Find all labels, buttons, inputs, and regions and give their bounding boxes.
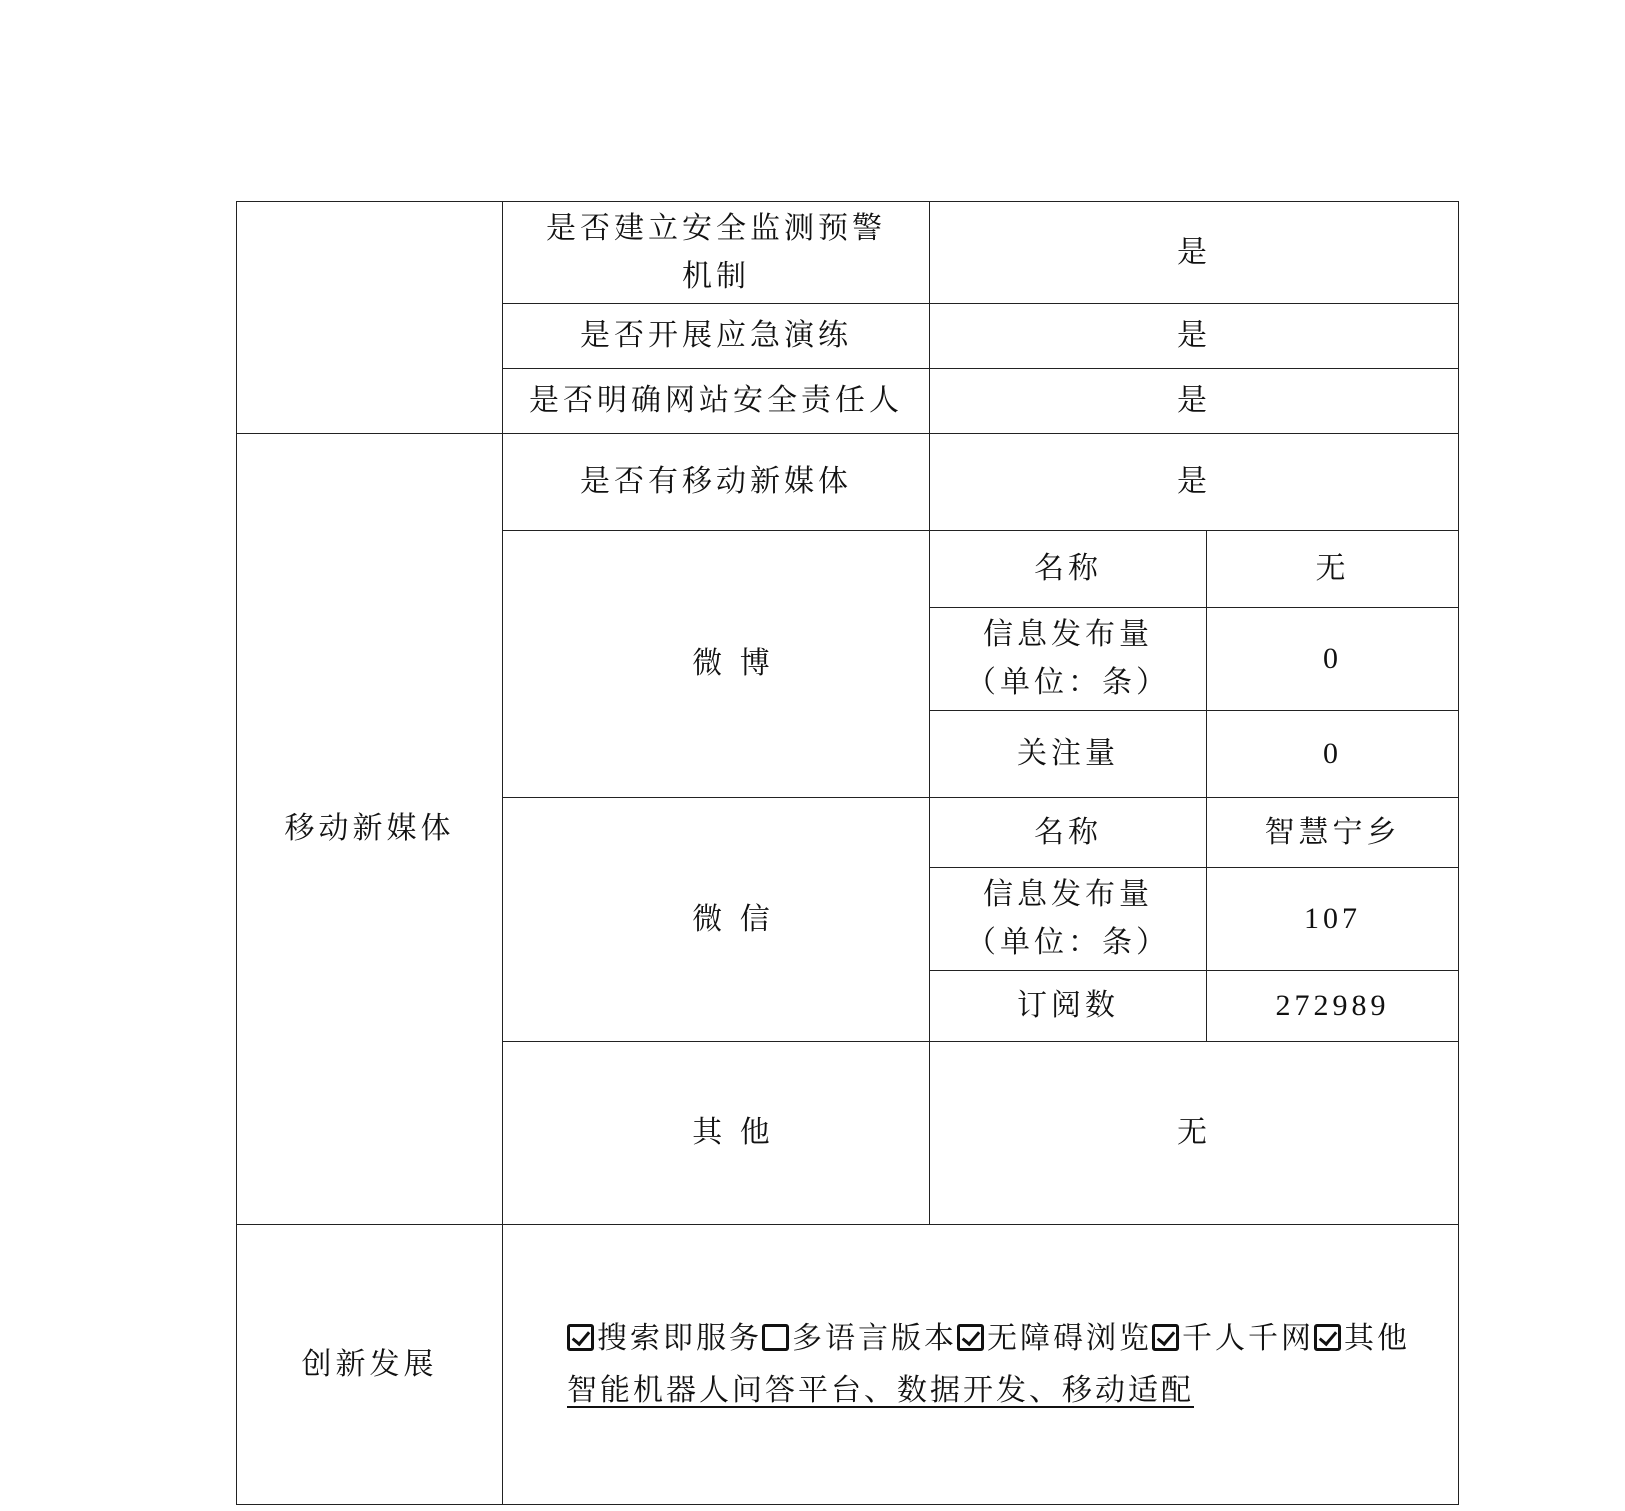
monitoring-warning-value: 是 (930, 202, 1459, 304)
weibo-followers-label: 关注量 (930, 711, 1207, 798)
security-officer-value: 是 (930, 369, 1459, 434)
option-search-service[interactable] (567, 1321, 762, 1356)
monitoring-warning-label-line2: 机制 (682, 258, 750, 294)
wechat-posts-value: 107 (1207, 868, 1459, 971)
checkbox-icon[interactable] (567, 1324, 594, 1351)
innovation-other-text: 智能机器人问答平台、数据开发、移动适配 (567, 1372, 1194, 1408)
wechat-name-value: 智慧宁乡 (1207, 798, 1459, 868)
checkbox-icon[interactable] (1314, 1324, 1341, 1351)
monitoring-warning-label (503, 202, 930, 304)
table-row (237, 434, 1459, 531)
checkbox-icon[interactable] (762, 1324, 789, 1351)
weibo-posts-label-line2: （单位：条） (966, 665, 1170, 700)
emergency-drill-label: 是否开展应急演练 (503, 304, 930, 369)
table-row (237, 202, 1459, 304)
security-section-cell (237, 202, 503, 434)
innovation-options (567, 1313, 1448, 1365)
weibo-posts-label (930, 608, 1207, 711)
innovation-options-cell (503, 1225, 1459, 1505)
report-table (236, 201, 1459, 1505)
checkbox-icon[interactable] (1152, 1324, 1179, 1351)
wechat-name-label: 名称 (930, 798, 1207, 868)
option-label: 其他 (1344, 1320, 1410, 1356)
mobile-media-section-label: 移动新媒体 (237, 434, 503, 1225)
option-personalized[interactable] (1152, 1321, 1314, 1356)
has-mobile-media-value: 是 (930, 434, 1459, 531)
emergency-drill-value: 是 (930, 304, 1459, 369)
table-row (237, 1225, 1459, 1505)
option-label: 多语言版本 (792, 1320, 957, 1356)
wechat-subscribers-label: 订阅数 (930, 971, 1207, 1042)
weibo-label: 微 博 (503, 531, 930, 798)
option-label: 千人千网 (1182, 1320, 1314, 1356)
wechat-posts-label-line2: （单位：条） (966, 925, 1170, 960)
weibo-name-label: 名称 (930, 531, 1207, 608)
option-other[interactable] (1314, 1321, 1410, 1356)
option-accessibility[interactable] (957, 1321, 1152, 1356)
weibo-followers-value: 0 (1207, 711, 1459, 798)
other-media-value: 无 (930, 1042, 1459, 1225)
wechat-posts-label (930, 868, 1207, 971)
weibo-posts-value: 0 (1207, 608, 1459, 711)
has-mobile-media-label: 是否有移动新媒体 (503, 434, 930, 531)
option-label: 无障碍浏览 (987, 1320, 1152, 1356)
monitoring-warning-label-line1: 是否建立安全监测预警 (546, 210, 886, 246)
option-label: 搜索即服务 (597, 1320, 762, 1356)
other-media-label: 其 他 (503, 1042, 930, 1225)
security-officer-label: 是否明确网站安全责任人 (503, 369, 930, 434)
weibo-name-value: 无 (1207, 531, 1459, 608)
wechat-subscribers-value: 272989 (1207, 971, 1459, 1042)
checkbox-icon[interactable] (957, 1324, 984, 1351)
wechat-label: 微 信 (503, 798, 930, 1042)
wechat-posts-label-line1: 信息发布量 (983, 877, 1153, 912)
innovation-section-label: 创新发展 (237, 1225, 503, 1505)
option-multilingual[interactable] (762, 1321, 957, 1356)
weibo-posts-label-line1: 信息发布量 (983, 617, 1153, 652)
